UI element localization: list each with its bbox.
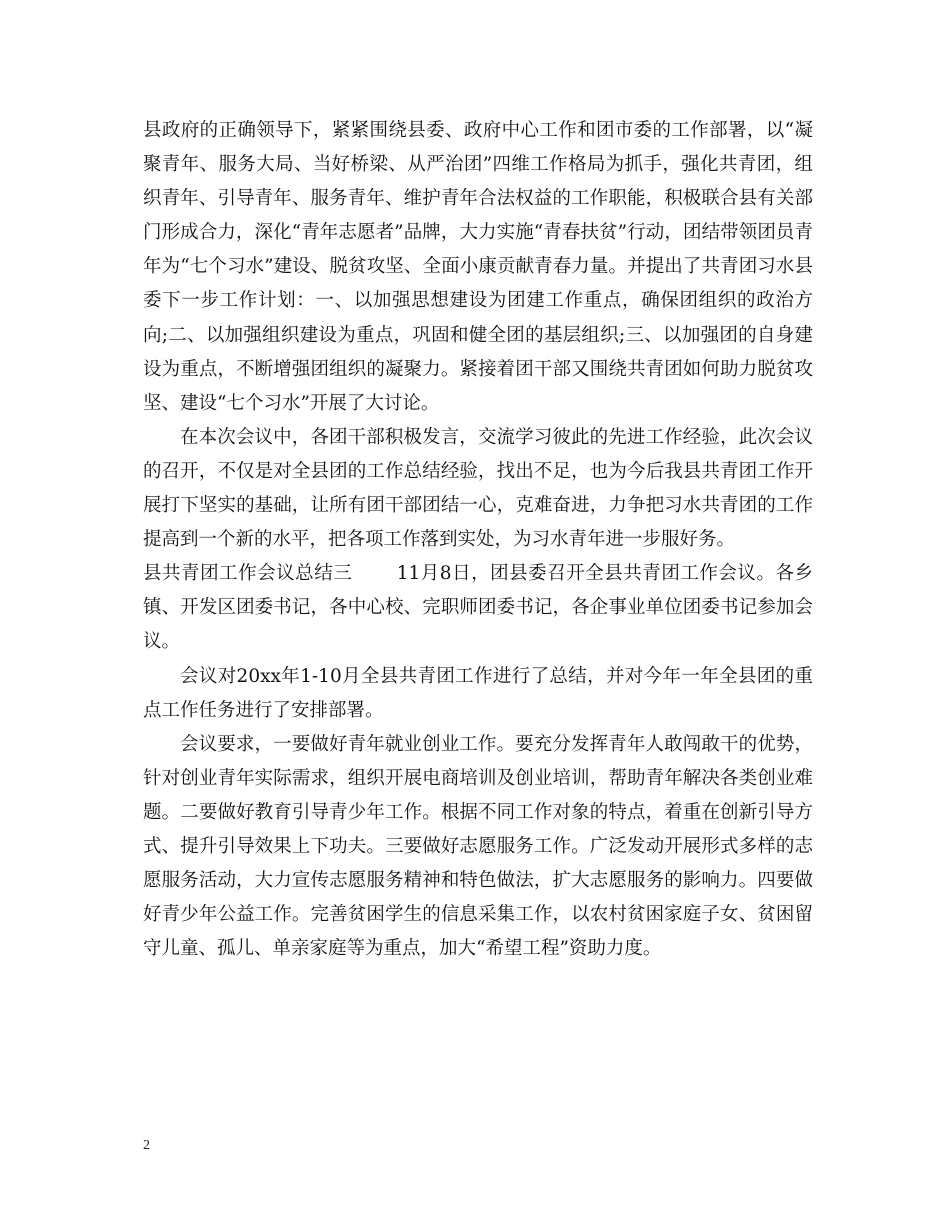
page-number: 2: [143, 1138, 150, 1153]
paragraph-summary-three-heading: 县共青团工作会议总结三 11月8日，团县委召开全县共青团工作会议。各乡镇、开发区团委书记，各中心校、完职师团委书记，各企事业单位团委书记参加会议。: [143, 563, 813, 653]
paragraph-meeting-review: 会议对20xx年1-10月全县共青团工作进行了总结，并对今年一年全县团的重点工作任务进行了安排部署。: [143, 665, 813, 721]
document-body: [143, 114, 813, 966]
paragraph-meeting-requirements: 会议要求，一要做好青年就业创业工作。要充分发挥青年人敢闯敢干的优势，针对创业青年实际需求，组织开展电商培训及创业培训，帮助青年解决各类创业难题。二要做好教育引导青少年工作。根据不同工作对象的特点，着重在创新引导方式、提升引导效果上下功夫。三要做好志愿服务工作。广泛发动开展形式多样的志愿服务活动，大力宣传志愿服务精神和特色做法，扩大志愿服务的影响力。四要做好青少年公益工作。完善贫困学生的信息采集工作，以农村贫困家庭子女、贫困留守儿童、孤儿、单亲家庭等为重点，加大“希望工程”资助力度。: [143, 733, 813, 960]
paragraph-continuation: 县政府的正确领导下，紧紧围绕县委、政府中心工作和团市委的工作部署，以“凝聚青年、服务大局、当好桥梁、从严治团”四维工作格局为抓手，强化共青团，组织青年、引导青年、服务青年、维护青年合法权益的工作职能，积极联合县有关部门形成合力，深化“青年志愿者”品牌，大力实施“青春扶贫”行动，团结带领团员青年为“七个习水”建设、脱贫攻坚、全面小康贡献青春力量。并提出了共青团习水县委下一步工作计划：一、以加强思想建设为团建工作重点，确保团组织的政治方向;二、以加强组织建设为重点，巩固和健全团的基层组织;三、以加强团的自身建设为重点，不断增强团组织的凝聚力。紧接着团干部又围绕共青团如何助力脱贫攻坚、建设“七个习水”开展了大讨论。: [143, 120, 813, 414]
paragraph-meeting-summary: 在本次会议中，各团干部积极发言，交流学习彼此的先进工作经验，此次会议的召开，不仅是对全县团的工作总结经验，找出不足，也为今后我县共青团工作开展打下坚实的基础，让所有团干部团结一心，克难奋进，力争把习水共青团的工作提高到一个新的水平，把各项工作落到实处，为习水青年进一步服好务。: [143, 426, 813, 551]
